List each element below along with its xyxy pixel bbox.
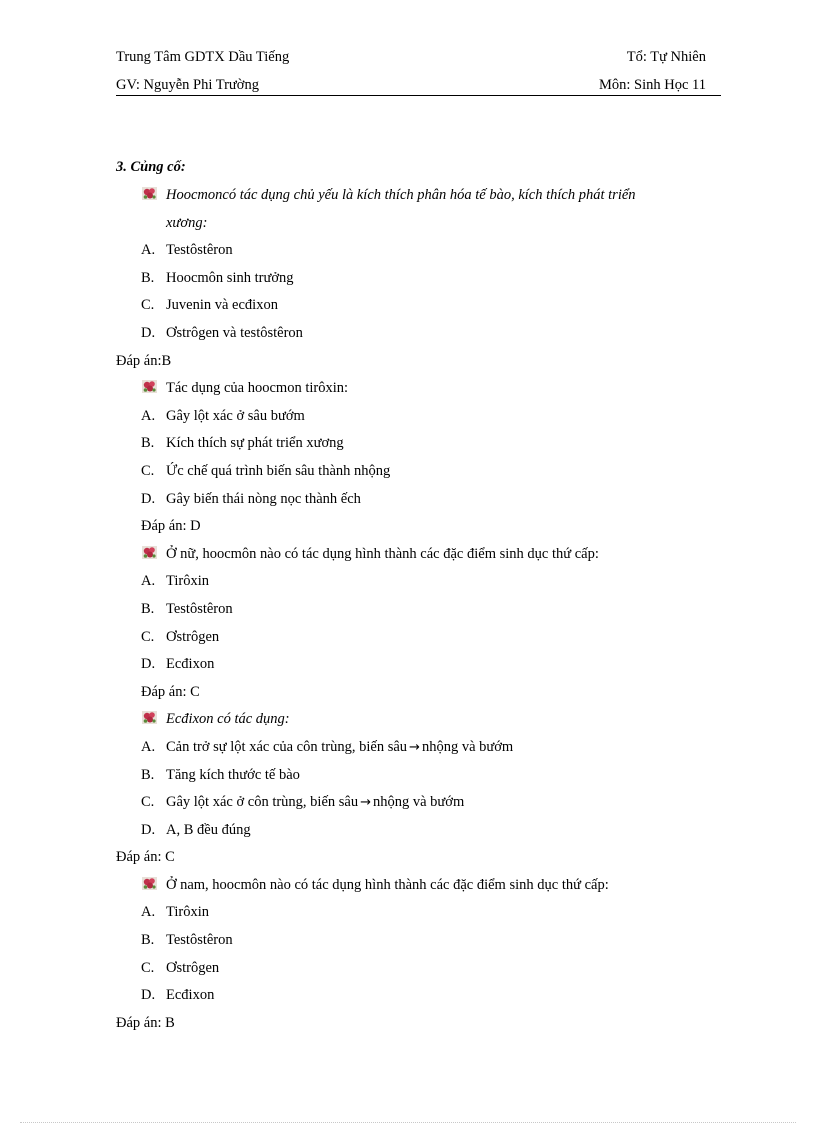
option-letter: D. [141, 822, 156, 838]
option-letter: C. [141, 629, 155, 645]
option-letter: B. [141, 270, 155, 286]
option-letter: A. [141, 408, 156, 424]
option-text: Testôstêron [166, 932, 233, 948]
header-teacher: GV: Nguyễn Phi Trường [116, 77, 259, 93]
question-text-line: Hoocmoncó tác dụng chủ yếu là kích thích phân hóa tế bào, kích thích phát triển [166, 187, 636, 203]
option-letter: A. [141, 242, 156, 258]
option-letter: B. [141, 601, 155, 617]
option-text: Juvenin và ecđixon [166, 297, 278, 313]
answer-text: Đáp án: C [116, 849, 175, 865]
option-letter: C. [141, 297, 155, 313]
option-text [166, 794, 464, 811]
flower-bullet-icon [142, 877, 157, 890]
section-title: 3. Củng cố: [116, 159, 186, 175]
flower-bullet-icon [142, 711, 157, 724]
option-text: A, B đều đúng [166, 822, 251, 838]
question-text-line: Tác dụng của hoocmon tirôxin: [166, 380, 349, 396]
option-text: Testôstêron [166, 242, 233, 258]
option-letter: A. [141, 904, 156, 920]
option-letter: B. [141, 435, 155, 451]
option-text: Ecđixon [166, 987, 215, 1003]
option-text-after: nhộng và bướm [373, 794, 465, 810]
option-letter: D. [141, 987, 156, 1003]
header-department: Tổ: Tự Nhiên [626, 49, 706, 65]
option-letter: C. [141, 794, 155, 810]
option-text: Gây lột xác ở sâu bướm [166, 408, 305, 424]
option-text: Ecđixon [166, 656, 215, 672]
answer-text: Đáp án: C [141, 684, 200, 700]
option-letter: A. [141, 573, 156, 589]
option-text: Hoocmôn sinh trưởng [166, 270, 294, 286]
option-text: Ơstrôgen và testôstêron [166, 325, 303, 341]
option-letter: C. [141, 960, 155, 976]
option-text: Kích thích sự phát triển xương [166, 435, 344, 451]
flower-bullet-icon [142, 380, 157, 393]
answer-text: Đáp án:B [116, 353, 172, 369]
arrow-right-icon: → [409, 740, 420, 755]
question-text-line: Ở nam, hoocmôn nào có tác dụng hình thành các đặc điểm sinh dục thứ cấp: [166, 877, 609, 893]
flower-bullet-icon [142, 187, 157, 200]
question-text-line: xương: [166, 215, 208, 231]
option-letter: B. [141, 932, 155, 948]
option-text: Testôstêron [166, 601, 233, 617]
option-text: Gây biến thái nòng nọc thành ếch [166, 491, 361, 507]
answer-text: Đáp án: D [141, 518, 201, 534]
option-text [166, 739, 513, 756]
option-text: Ức chế quá trình biến sâu thành nhộng [166, 463, 391, 479]
option-letter: D. [141, 656, 156, 672]
option-text: Tăng kích thước tế bào [166, 767, 300, 783]
option-letter: D. [141, 491, 156, 507]
option-letter: C. [141, 463, 155, 479]
question-text-line: Ở nữ, hoocmôn nào có tác dụng hình thành các đặc điểm sinh dục thứ cấp: [166, 546, 599, 562]
header-subject: Môn: Sinh Học 11 [598, 77, 706, 93]
question-text-line: Ecđixon có tác dụng: [166, 711, 290, 727]
header-center-name: Trung Tâm GDTX Dầu Tiếng [116, 49, 290, 65]
option-letter: D. [141, 325, 156, 341]
option-letter: B. [141, 767, 155, 783]
flower-bullet-icon [142, 546, 157, 559]
header-rule [116, 95, 721, 96]
answer-text: Đáp án: B [116, 1015, 175, 1031]
option-text: Tirôxin [166, 904, 209, 920]
option-text: Ơstrôgen [166, 629, 220, 645]
option-text: Tirôxin [166, 573, 209, 589]
option-letter: A. [141, 739, 156, 755]
option-text-before: Cản trở sự lột xác của côn trùng, biến sâu [166, 739, 408, 755]
option-text: Ơstrôgen [166, 960, 220, 976]
option-text-before: Gây lột xác ở côn trùng, biến sâu [166, 794, 359, 810]
option-text-after: nhộng và bướm [421, 739, 514, 755]
arrow-right-icon: → [360, 795, 371, 810]
